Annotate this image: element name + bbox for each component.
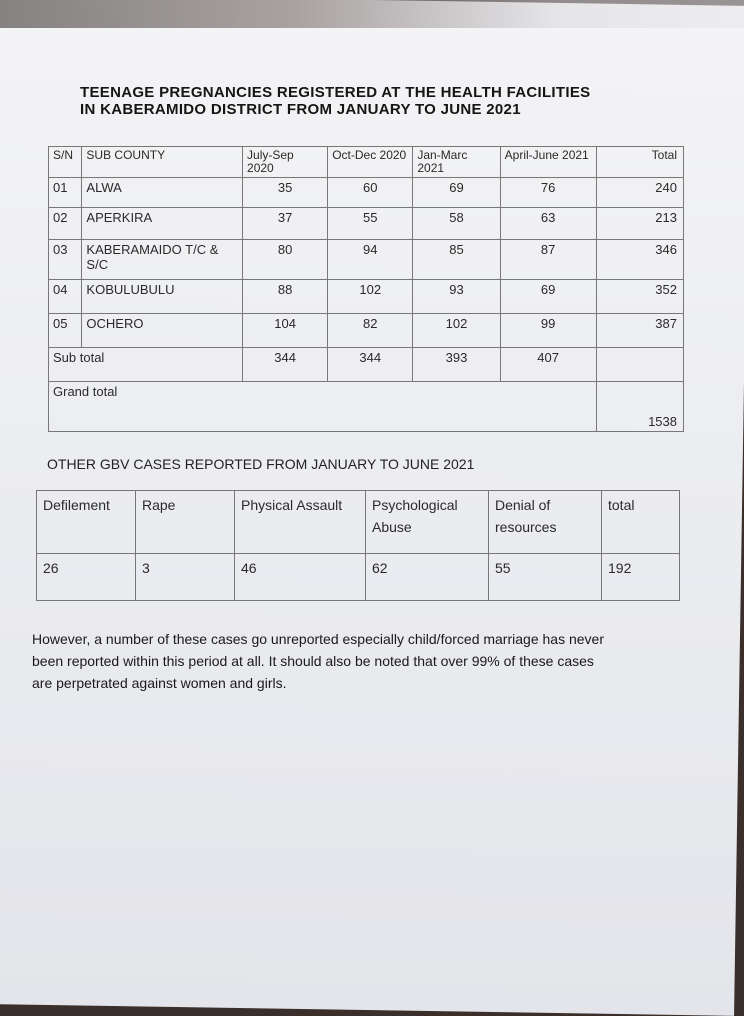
- gbv-header-physical-assault: Physical Assault: [235, 491, 366, 554]
- subtotal-q2: 344: [328, 348, 413, 382]
- cell-total: 352: [596, 280, 683, 314]
- cell-q3: 69: [413, 178, 500, 208]
- cell-total: 387: [596, 314, 683, 348]
- cell-q1: 80: [243, 240, 328, 280]
- gbv-header-denial-of-resources: Denial of resources: [489, 491, 602, 554]
- cell-q3: 85: [413, 240, 500, 280]
- cell-subcounty: KABERAMAIDO T/C & S/C: [82, 240, 243, 280]
- subtotal-row: [49, 348, 684, 382]
- header-q1: July-Sep 2020: [243, 147, 328, 178]
- cell-subcounty: OCHERO: [82, 314, 243, 348]
- cell-q3: 58: [413, 208, 500, 240]
- subtotal-q3: 393: [413, 348, 500, 382]
- cell-total: 346: [596, 240, 683, 280]
- cell-q4: 63: [500, 208, 596, 240]
- cell-subcounty: KOBULUBULU: [82, 280, 243, 314]
- cell-q2: 102: [328, 280, 413, 314]
- subtotal-total-empty: [596, 348, 683, 382]
- gbv-header-total: total: [602, 491, 680, 554]
- gbv-cases-table: [36, 490, 680, 601]
- gbv-values-row: [37, 554, 680, 601]
- note-line-3: are perpetrated against women and girls.: [32, 675, 287, 691]
- header-total: Total: [596, 147, 683, 178]
- subtotal-label: Sub total: [49, 348, 243, 382]
- gbv-section-title: OTHER GBV CASES REPORTED FROM JANUARY TO JUNE 2021: [47, 456, 475, 472]
- cell-subcounty: ALWA: [82, 178, 243, 208]
- cell-q3: 102: [413, 314, 500, 348]
- gbv-value-defilement: 26: [37, 554, 136, 601]
- cell-q4: 76: [500, 178, 596, 208]
- subtotal-q1: 344: [243, 348, 328, 382]
- note-line-2: been reported within this period at all. It should also be noted that over 99% of these cases: [32, 653, 594, 669]
- gbv-header-rape: Rape: [136, 491, 235, 554]
- grandtotal-row: [49, 382, 684, 432]
- note-line-1: However, a number of these cases go unreported especially child/forced marriage has never: [32, 631, 604, 647]
- cell-q1: 88: [243, 280, 328, 314]
- table-row: [49, 208, 684, 240]
- cell-sn: 04: [49, 280, 82, 314]
- gbv-header-defilement: Defilement: [37, 491, 136, 554]
- cell-q2: 55: [328, 208, 413, 240]
- background-shadow: [0, 0, 744, 28]
- document-title: [80, 84, 680, 118]
- header-q2: Oct-Dec 2020: [328, 147, 413, 178]
- header-sn: S/N: [49, 147, 82, 178]
- title-line-1: TEENAGE PREGNANCIES REGISTERED AT THE HEALTH FACILITIES: [80, 84, 591, 101]
- cell-q4: 87: [500, 240, 596, 280]
- table-row: [49, 314, 684, 348]
- header-q4: April-June 2021: [500, 147, 596, 178]
- cell-q2: 60: [328, 178, 413, 208]
- cell-q2: 82: [328, 314, 413, 348]
- cell-sn: 02: [49, 208, 82, 240]
- gbv-value-physical-assault: 46: [235, 554, 366, 601]
- cell-q1: 104: [243, 314, 328, 348]
- grandtotal-value: 1538: [596, 382, 683, 432]
- grandtotal-label: Grand total: [49, 382, 597, 432]
- gbv-value-denial-of-resources: 55: [489, 554, 602, 601]
- cell-q1: 35: [243, 178, 328, 208]
- title-line-2: IN KABERAMIDO DISTRICT FROM JANUARY TO JUNE 2021: [80, 101, 521, 118]
- table-row: [49, 240, 684, 280]
- table-row: [49, 280, 684, 314]
- gbv-header-row: [37, 491, 680, 554]
- cell-q4: 99: [500, 314, 596, 348]
- cell-total: 213: [596, 208, 683, 240]
- cell-sn: 05: [49, 314, 82, 348]
- gbv-value-total: 192: [602, 554, 680, 601]
- header-q3: Jan-Marc 2021: [413, 147, 500, 178]
- table-row: [49, 178, 684, 208]
- teenage-pregnancy-table: [48, 146, 684, 432]
- cell-q1: 37: [243, 208, 328, 240]
- table-header-row: [49, 147, 684, 178]
- cell-q2: 94: [328, 240, 413, 280]
- gbv-value-rape: 3: [136, 554, 235, 601]
- cell-sn: 03: [49, 240, 82, 280]
- cell-total: 240: [596, 178, 683, 208]
- cell-q4: 69: [500, 280, 596, 314]
- note-paragraph: [32, 628, 704, 694]
- cell-subcounty: APERKIRA: [82, 208, 243, 240]
- header-subcounty: SUB COUNTY: [82, 147, 243, 178]
- cell-sn: 01: [49, 178, 82, 208]
- subtotal-q4: 407: [500, 348, 596, 382]
- cell-q3: 93: [413, 280, 500, 314]
- gbv-header-psychological-abuse: Psychological Abuse: [366, 491, 489, 554]
- gbv-value-psychological-abuse: 62: [366, 554, 489, 601]
